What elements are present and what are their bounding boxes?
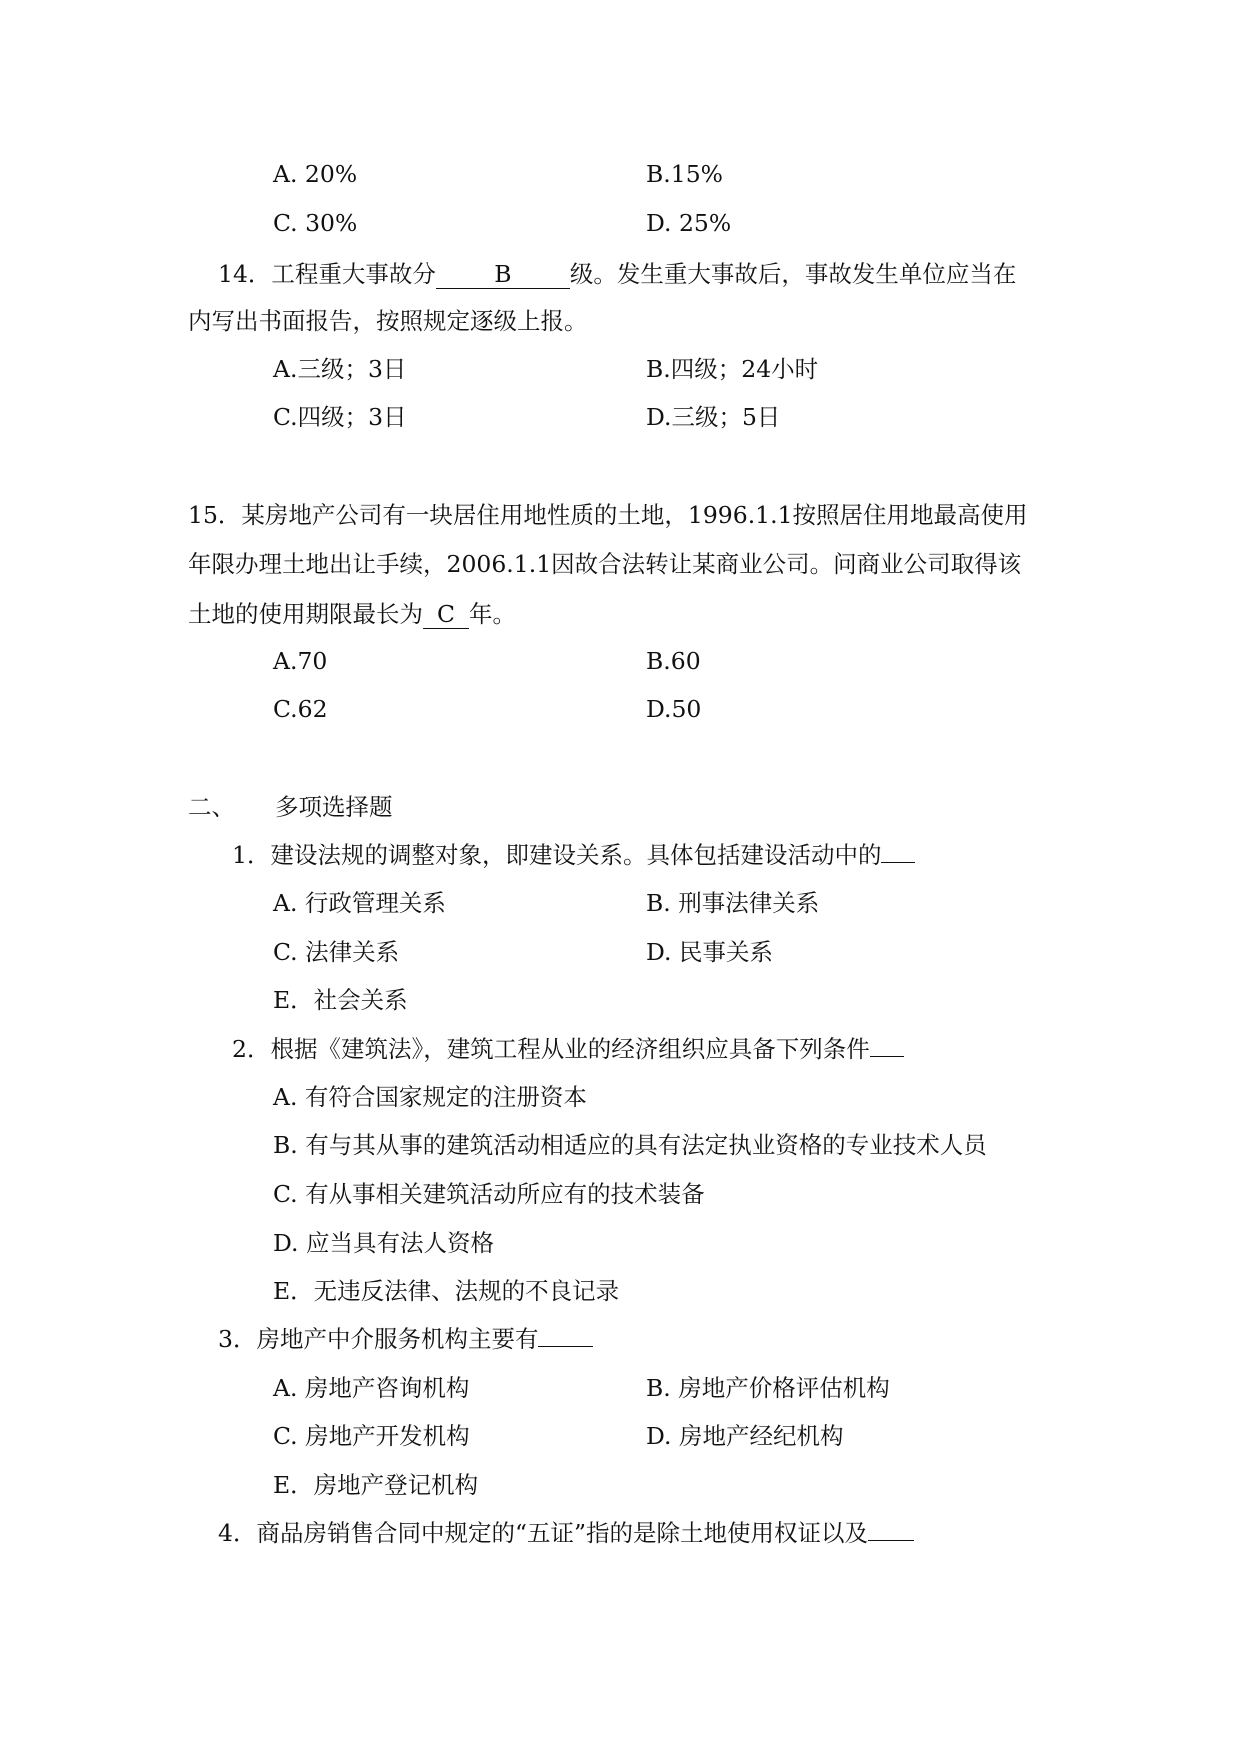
- option-c: C.62: [273, 695, 328, 723]
- question-14-prefix: 14．工程重大事故分: [218, 260, 436, 288]
- answer-blank: [538, 1346, 593, 1347]
- option-a: A. 20%: [273, 160, 358, 188]
- option-a: A.70: [273, 647, 328, 675]
- section-title: 多项选择题: [275, 793, 393, 821]
- question-m3: [218, 1325, 593, 1353]
- option-b: B.四级；24小时: [646, 355, 819, 383]
- answer-blank: [870, 1056, 904, 1057]
- option-b: B. 有与其从事的建筑活动相适应的具有法定执业资格的专业技术人员: [273, 1131, 987, 1159]
- option-d: D. 25%: [646, 209, 732, 237]
- option-c: C.四级；3日: [273, 403, 407, 431]
- question-14-line-1: [218, 261, 1016, 289]
- question-m1-text: 1．建设法规的调整对象，即建设关系。具体包括建设活动中的: [232, 841, 882, 869]
- question-m1: [232, 841, 915, 869]
- question-15-prefix: 土地的使用期限最长为: [188, 600, 423, 628]
- option-d: D. 房地产经纪机构: [646, 1422, 844, 1450]
- option-b: B. 房地产价格评估机构: [646, 1374, 890, 1402]
- option-a: A. 有符合国家规定的注册资本: [273, 1083, 587, 1111]
- option-b: B. 刑事法律关系: [646, 889, 820, 917]
- question-m3-text: 3．房地产中介服务机构主要有: [218, 1325, 539, 1353]
- answer-blank: C: [423, 601, 469, 629]
- question-15-suffix: 年。: [469, 600, 516, 628]
- option-b: B.15%: [646, 160, 723, 188]
- answer-blank: [881, 862, 915, 863]
- option-d: D.50: [646, 695, 702, 723]
- question-14-suffix: 级。发生重大事故后，事故发生单位应当在: [569, 260, 1017, 288]
- option-a: A. 房地产咨询机构: [273, 1374, 470, 1402]
- question-m2: [232, 1035, 904, 1063]
- section-number: 二、: [188, 793, 235, 821]
- question-15-line-3: [188, 601, 516, 629]
- question-15-line-1: 15．某房地产公司有一块居住用地性质的土地，1996.1.1按照居住用地最高使用: [188, 501, 1028, 529]
- question-15-line-2: 年限办理土地出让手续，2006.1.1因故合法转让某商业公司。问商业公司取得该: [188, 550, 1022, 578]
- option-c: C. 法律关系: [273, 938, 400, 966]
- option-d: D. 民事关系: [646, 938, 773, 966]
- option-e: E．社会关系: [273, 986, 408, 1014]
- option-b: B.60: [646, 647, 701, 675]
- answer-blank: [868, 1540, 914, 1541]
- option-d: D.三级；5日: [646, 403, 781, 431]
- question-m4: [218, 1519, 914, 1547]
- option-e: E．无违反法律、法规的不良记录: [273, 1277, 620, 1305]
- answer-blank: B: [436, 261, 570, 289]
- option-a: A.三级；3日: [273, 355, 407, 383]
- question-m4-text: 4．商品房销售合同中规定的“五证”指的是除土地使用权证以及: [218, 1519, 868, 1547]
- option-c: C. 有从事相关建筑活动所应有的技术装备: [273, 1180, 705, 1208]
- question-14-line-2: 内写出书面报告，按照规定逐级上报。: [188, 307, 588, 335]
- question-m2-text: 2．根据《建筑法》，建筑工程从业的经济组织应具备下列条件: [232, 1035, 870, 1063]
- option-c: C. 30%: [273, 209, 358, 237]
- option-d: D. 应当具有法人资格: [273, 1229, 494, 1257]
- option-e: E．房地产登记机构: [273, 1471, 479, 1499]
- option-a: A. 行政管理关系: [273, 889, 446, 917]
- option-c: C. 房地产开发机构: [273, 1422, 470, 1450]
